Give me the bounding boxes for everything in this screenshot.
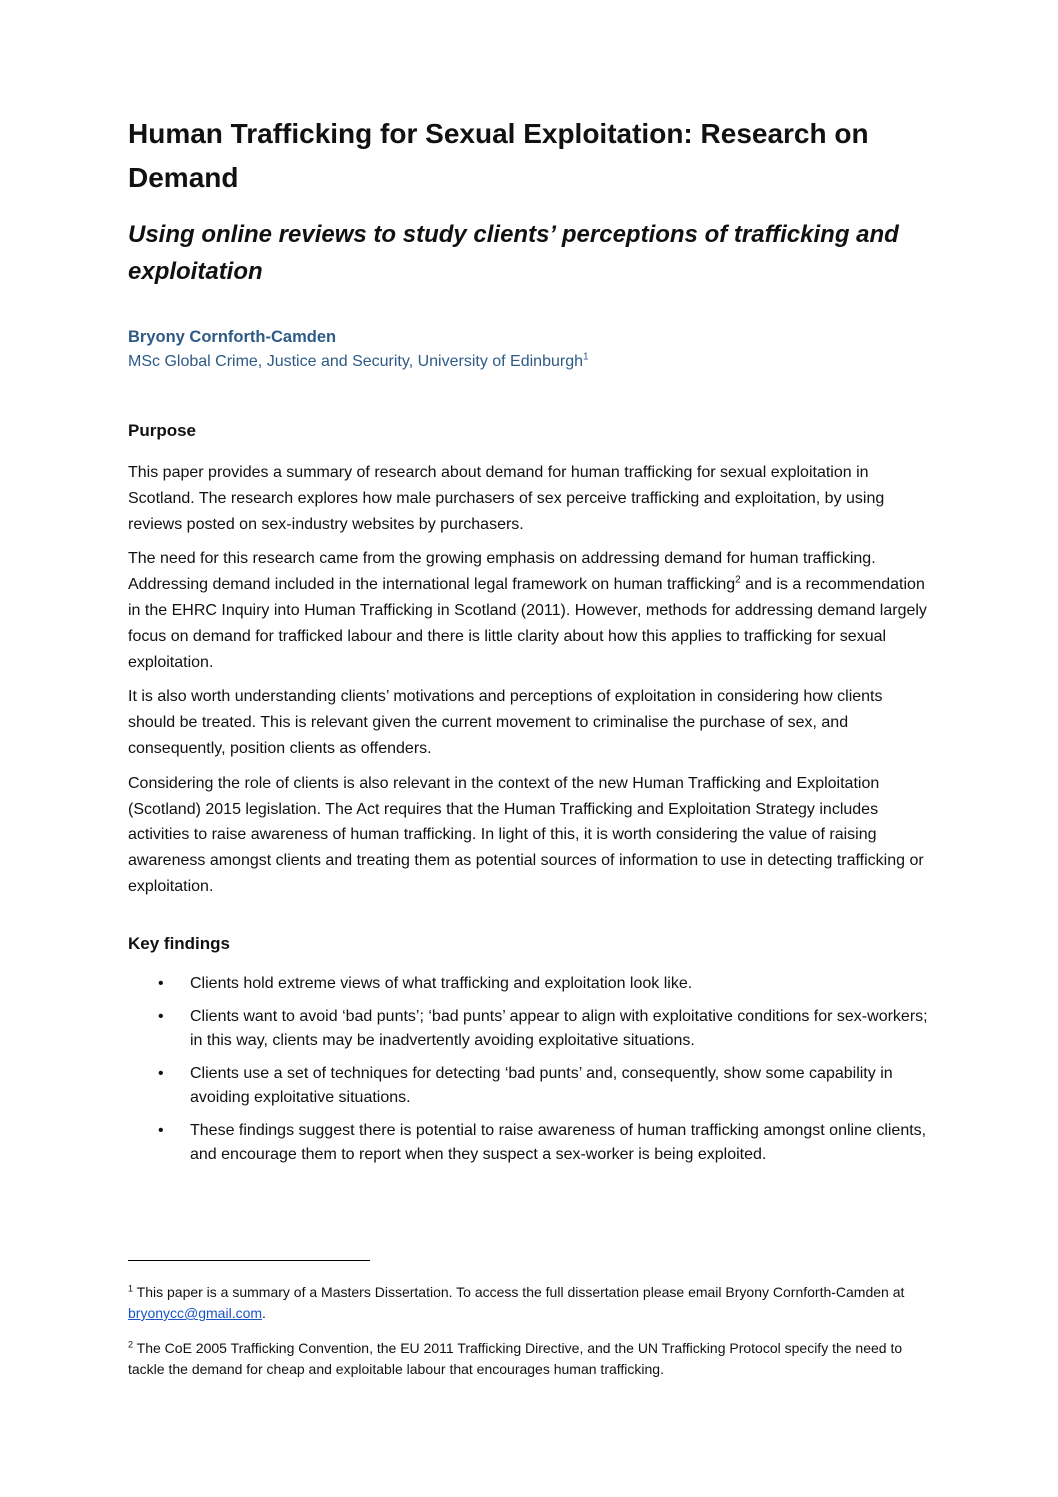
page-title: Human Trafficking for Sexual Exploitation: Research on Demand <box>128 118 869 193</box>
document-page <box>128 112 934 1176</box>
bullet-icon: • <box>158 1064 164 1082</box>
list-item-text: Clients use a set of techniques for detecting ‘bad punts’ and, consequently, show some capability in avoiding exploitative situations. <box>190 1064 893 1106</box>
footnote-2 <box>128 1338 934 1380</box>
footnote-ref-1[interactable]: 1 <box>583 351 589 363</box>
footnote-ref-2[interactable]: 2 <box>735 574 741 586</box>
list-item-text: Clients want to avoid ‘bad punts’; ‘bad punts’ appear to align with exploitative conditions for sex-workers; in this way, clients may be inadvertently avoiding exploitative situations. <box>190 1007 928 1049</box>
affiliation-text: MSc Global Crime, Justice and Security, University of Edinburgh <box>128 353 583 370</box>
page-subtitle: Using online reviews to study clients’ perceptions of trafficking and exploitation <box>128 221 899 285</box>
purpose-heading: Purpose <box>128 421 197 440</box>
key-findings-list <box>128 972 934 1167</box>
list-item <box>128 1005 934 1053</box>
author-affiliation <box>128 349 934 375</box>
bullet-icon: • <box>158 974 164 992</box>
list-item <box>128 1119 934 1167</box>
list-item-text: Clients hold extreme views of what trafficking and exploitation look like. <box>190 974 693 992</box>
footnote-divider <box>128 1260 370 1261</box>
footnote-2-mark: 2 <box>128 1339 134 1350</box>
footnote-2-text: The CoE 2005 Trafficking Convention, the EU 2011 Trafficking Directive, and the UN Trafficking Protocol specify the need to tackle the demand for cheap and exploitable labour that encourages human trafficking. <box>128 1340 903 1377</box>
purpose-paragraph-2-part-b: and is a recommendation in the EHRC Inquiry into Human Trafficking in Scotland (2011). However, methods for addressing demand largely focus on demand for trafficked labour and there is little clarity about how this applies to trafficking for sexual exploitation. <box>128 576 927 671</box>
purpose-paragraph-3: It is also worth understanding clients’ motivations and perceptions of exploitation in considering how clients should be treated. This is relevant given the current movement to criminalise the purchase of sex, and consequently, position clients as offenders. <box>128 688 883 757</box>
purpose-paragraph-1: This paper provides a summary of research about demand for human trafficking for sexual exploitation in Scotland. The research explores how male purchasers of sex perceive trafficking and exploitation, by using reviews posted on sex-industry websites by purchasers. <box>128 464 885 533</box>
key-findings-heading: Key findings <box>128 933 231 953</box>
list-item <box>128 972 934 996</box>
purpose-paragraph-2 <box>128 546 934 675</box>
footnote-1-mark: 1 <box>128 1283 134 1294</box>
author-name: Bryony Cornforth-Camden <box>128 328 337 346</box>
footnote-1-text: This paper is a summary of a Masters Dissertation. To access the full dissertation please email Bryony Cornforth-Camden at <box>133 1284 905 1300</box>
purpose-paragraph-4: Considering the role of clients is also relevant in the context of the new Human Trafficking and Exploitation (Scotland) 2015 legislation. The Act requires that the Human Trafficking and Exploitation Strategy includes activities to raise awareness of human trafficking. In light of this, it is worth considering the value of raising awareness amongst clients and treating them as potential sources of information to use in detecting trafficking or exploitation. <box>128 774 924 895</box>
list-item <box>128 1062 934 1110</box>
email-link[interactable]: bryonycc@gmail.com <box>128 1305 263 1321</box>
footnote-1 <box>128 1282 934 1324</box>
bullet-icon: • <box>158 1007 164 1025</box>
purpose-paragraph-2-part-a: The need for this research came from the growing emphasis on addressing demand for human trafficking. Addressing demand included in the international legal framework on human trafficking <box>128 550 876 594</box>
bullet-icon: • <box>158 1121 164 1139</box>
list-item-text: These findings suggest there is potential to raise awareness of human trafficking amongst online clients, and encourage them to report when they suspect a sex-worker is being exploited. <box>190 1121 927 1163</box>
footnote-1-end: . <box>262 1305 266 1321</box>
footnotes <box>128 1282 934 1380</box>
